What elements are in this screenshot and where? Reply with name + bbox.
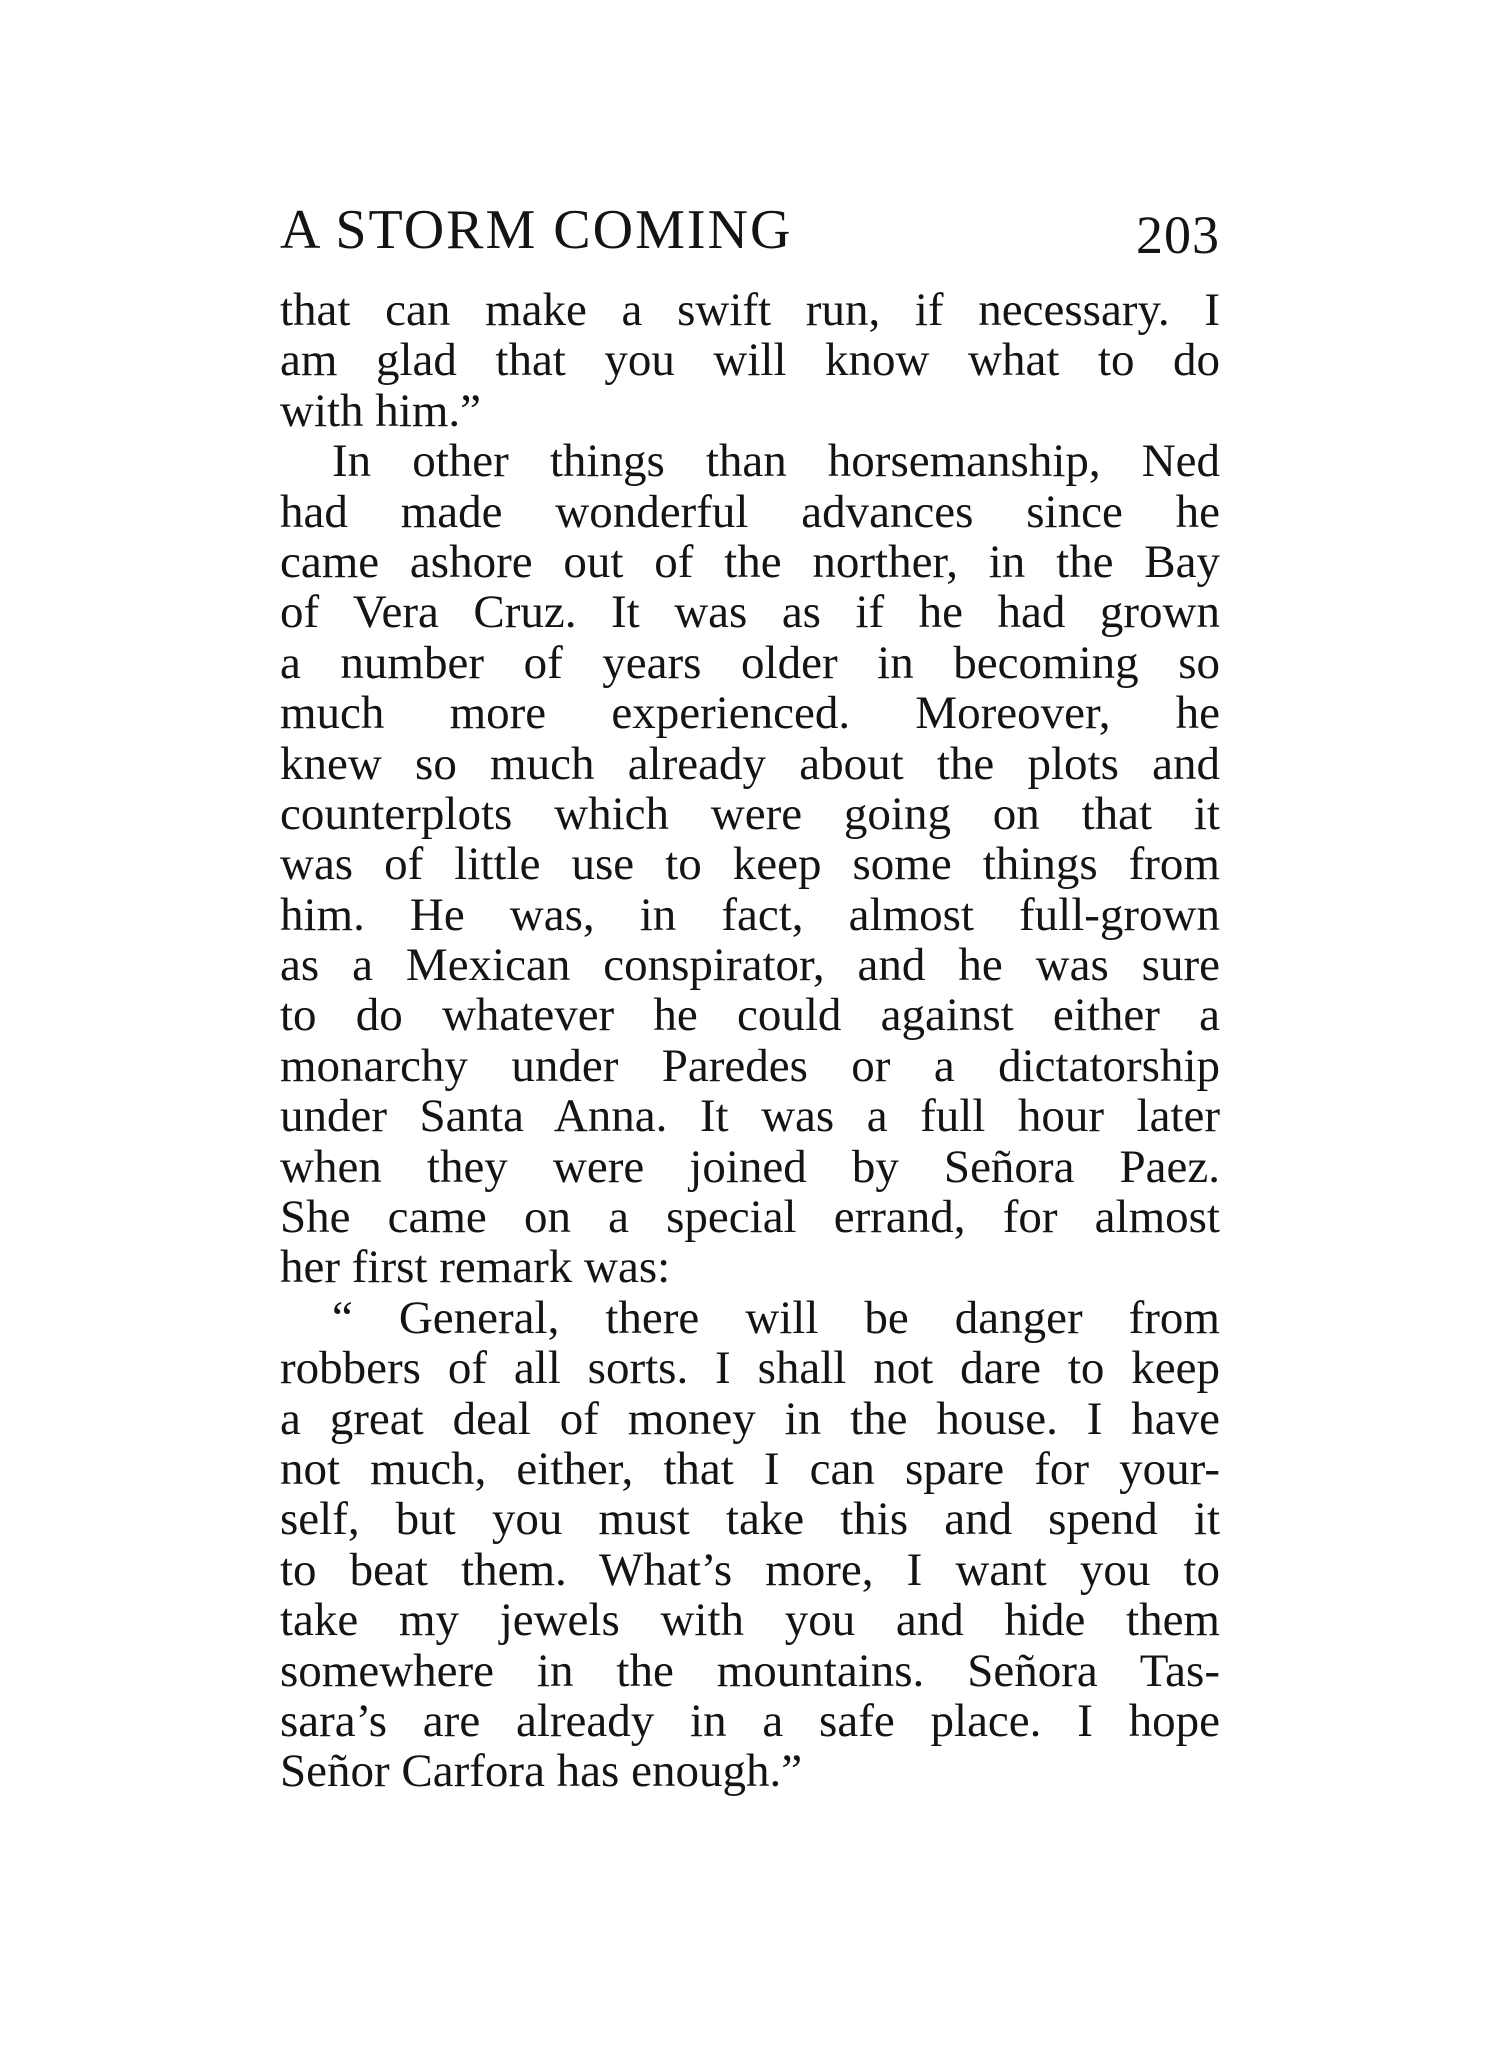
text-line: when they were joined by Señora Paez. [280,1140,1220,1193]
text-line: was of little use to keep some things from [280,838,1220,891]
text-line: She came on a special errand, for almost [280,1191,1220,1244]
text-line: robbers of all sorts. I shall not dare to keep [280,1342,1220,1395]
text-line: under Santa Anna. It was a full hour later [280,1090,1220,1143]
text-line: had made wonderful advances since he [280,485,1220,538]
text-line: Señor Carfora has enough.” [280,1745,803,1798]
text-line: of Vera Cruz. It was as if he had grown [280,586,1220,639]
text-line: with him.” [280,384,482,437]
text-line: somewhere in the mountains. Señora Tas- [280,1644,1220,1697]
text-line: sara’s are already in a safe place. I hope [280,1694,1220,1747]
text-line: am glad that you will know what to do [280,334,1220,387]
text-line: not much, either, that I can spare for your- [280,1442,1220,1495]
text-line: to beat them. What’s more, I want you to [280,1543,1220,1596]
text-line: that can make a swift run, if necessary. I [280,284,1220,336]
text-line: take my jewels with you and hide them [280,1594,1220,1647]
text-line: him. He was, in fact, almost full-grown [280,888,1220,941]
text-line: as a Mexican conspirator, and he was sure [280,939,1220,992]
text-line: her first remark was: [280,1241,671,1294]
chapter-title: A STORM COMING [280,199,793,261]
body-text [280,285,1220,1797]
text-line: In other things than horsemanship, Ned [332,435,1220,488]
text-line: self, but you must take this and spend it [280,1493,1220,1546]
text-line: to do whatever he could against either a [280,989,1220,1042]
text-line: counterplots which were going on that it [280,787,1220,840]
text-line: knew so much already about the plots and [280,737,1220,790]
running-head [280,198,1220,268]
text-line: much more experienced. Moreover, he [280,687,1220,740]
text-line: came ashore out of the norther, in the Bay [280,535,1220,588]
text-line: a number of years older in becoming so [280,636,1220,689]
text-line: a great deal of money in the house. I have [280,1392,1220,1445]
text-line: monarchy under Paredes or a dictatorship [280,1039,1220,1092]
page-number: 203 [1136,205,1220,265]
text-line: “ General, there will be danger from [332,1291,1220,1344]
